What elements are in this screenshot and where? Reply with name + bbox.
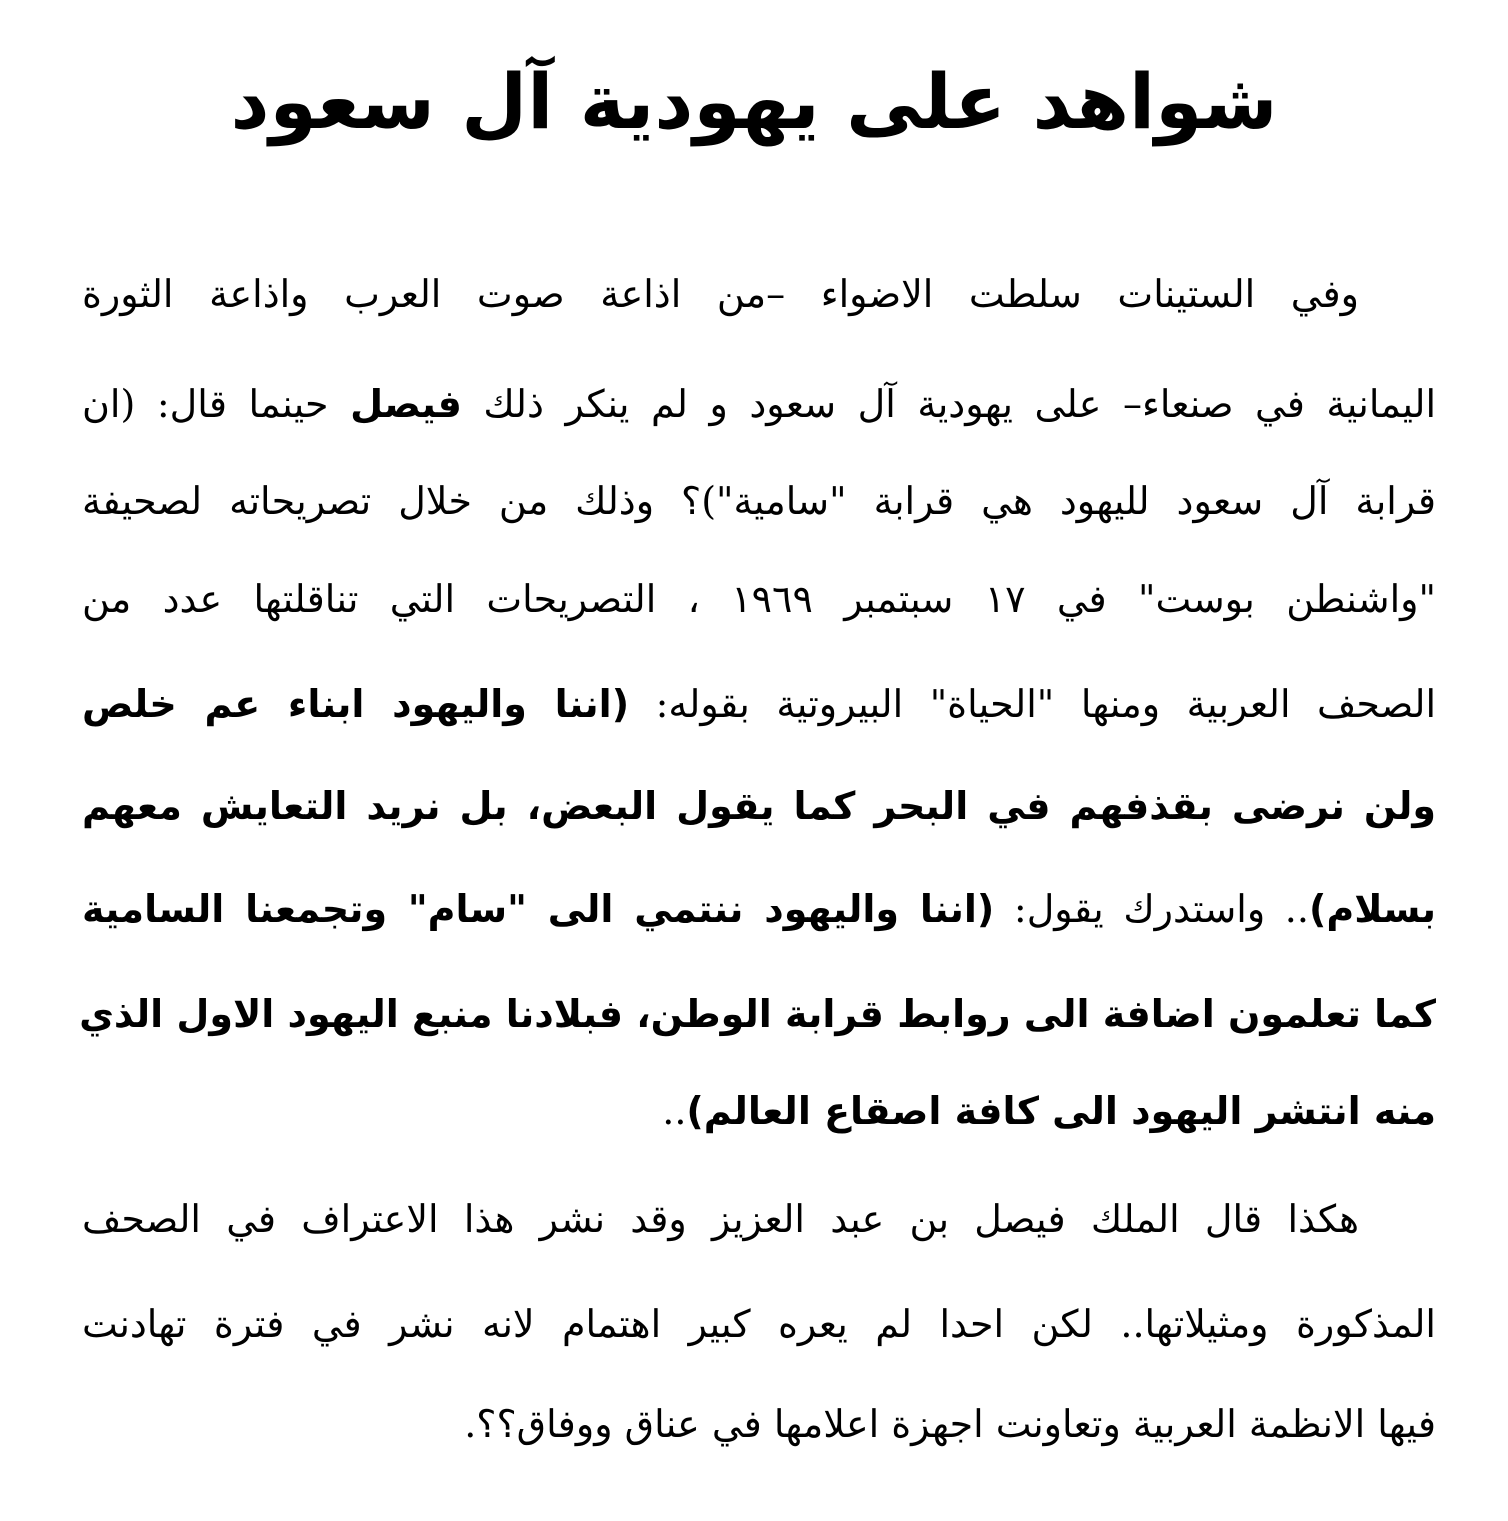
bold-quote: (اننا واليهود ننتمي الى "سام" وتجمعنا السامية [82,887,995,931]
paragraph-2-line-3: فيها الانظمة العربية وتعاونت اجهزة اعلامها في عناق ووفاق؟؟. [464,1402,1436,1446]
paragraph-1-line-2 [82,375,1436,433]
page-title: شواهد على يهودية آل سعود [230,57,1278,146]
text-run: حينما قال: (ان [82,382,351,426]
paragraph-2-line-1: هكذا قال الملك فيصل بن عبد العزيز وقد نشر هذا الاعتراف في الصحف [82,1197,1359,1241]
paragraph-1-line-1: وفي الستينات سلطت الاضواء –من اذاعة صوت العرب واذاعة الثورة [82,272,1359,316]
paragraph-1-line-3: قرابة آل سعود لليهود هي قرابة "سامية")؟ وذلك من خلال تصريحاته لصحيفة [82,479,1436,523]
paragraph-1-line-5 [82,675,1436,733]
paragraph-2-line-2: المذكورة ومثيلاتها.. لكن احدا لم يعره كبير اهتمام لانه نشر في فترة تهادنت [82,1302,1436,1346]
bold-quote-end: بسلام) [1308,887,1436,931]
text-run: الصحف العربية ومنها "الحياة" البيروتية بقوله: [629,682,1436,726]
text-run: اليمانية في صنعاء– على يهودية آل سعود و لم ينكر ذلك [461,382,1436,426]
paragraph-1-line-9 [82,1082,1436,1140]
paragraph-1-line-8: كما تعلمون اضافة الى روابط قرابة الوطن، فبلادنا منبع اليهود الاول الذي [79,992,1436,1036]
paragraph-1-line-6: ولن نرضى بقذفهم في البحر كما يقول البعض، بل نريد التعايش معهم [82,784,1436,828]
text-run: .. واستدرك يقول: [994,887,1309,931]
bold-quote: (اننا واليهود ابناء عم خلص [82,682,630,726]
paragraph-1-line-7 [82,880,1436,938]
bold-quote: منه انتشر اليهود الى كافة اصقاع العالم) [686,1089,1436,1133]
bold-name-faisal: فيصل [350,382,462,426]
text-run: .. [662,1089,687,1133]
paragraph-1-line-4: "واشنطن بوست" في ١٧ سبتمبر ١٩٦٩ ، التصريحات التي تناقلتها عدد من [82,577,1436,621]
